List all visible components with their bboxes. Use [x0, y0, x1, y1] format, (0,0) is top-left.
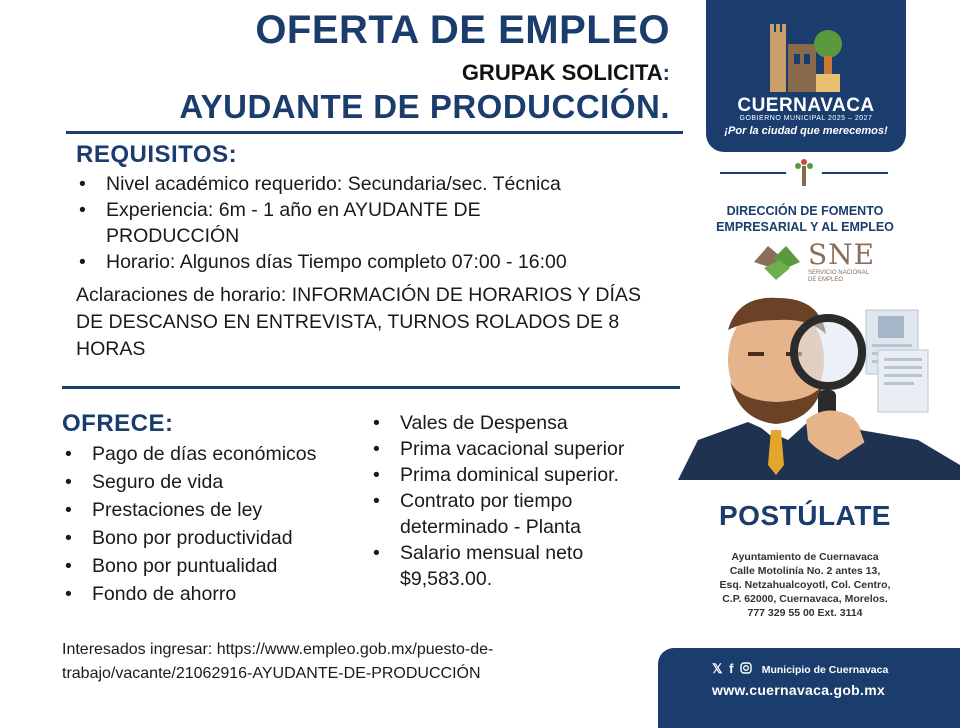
job-seeker-illustration [678, 290, 960, 485]
decorative-line-right [822, 172, 888, 174]
offer-item: • Vales de Despensa [370, 410, 670, 436]
offers-list-right [370, 410, 670, 592]
magnifier-icon [794, 318, 862, 386]
offer-item: • Prima dominical superior. [370, 462, 670, 488]
requirement-item: • Nivel académico requerido: Secundaria/sec. Técnica [76, 171, 666, 197]
apply-link-text: Interesados ingresar: https://www.empleo.gob.mx/puesto-de-trabajo/vacante/21062916-AYUDANTE-DE-PRODUCCIÓN [62, 641, 494, 682]
sne-subtitle-line: SERVICIO NACIONAL [808, 270, 869, 276]
schedule-note: Aclaraciones de horario: INFORMACIÓN DE HORARIOS Y DÍAS DE DESCANSO EN ENTREVISTA, TURNOS ROLADOS DE 8 HORAS [76, 284, 641, 360]
tree-icon [792, 158, 816, 188]
offer-item: • Fondo de ahorro [62, 580, 372, 608]
address-block [690, 550, 920, 620]
cta-postulate: POSTÚLATE [719, 500, 891, 531]
offer-item: • Contrato por tiempo determinado - Planta [370, 488, 670, 540]
offer-item: • Bono por puntualidad [62, 552, 372, 580]
address-line: Esq. Netzahualcoyotl, Col. Centro, [719, 579, 891, 591]
sne-subtitle-line: DE EMPLEO [808, 277, 844, 283]
address-line: C.P. 62000, Cuernavaca, Morelos. [722, 593, 888, 605]
sne-subtitle [808, 270, 869, 284]
company-line [462, 60, 670, 86]
offer-item: • Bono por productividad [62, 524, 372, 552]
address-line: Calle Motolinía No. 2 antes 13, [729, 565, 881, 577]
instagram-icon[interactable] [740, 661, 752, 676]
offers-list-left [62, 440, 372, 608]
coat-of-arms-icon [766, 18, 846, 94]
divider-top [66, 131, 683, 134]
page-title: OFERTA DE EMPLEO [255, 8, 670, 52]
address-line: 777 329 55 00 Ext. 3114 [747, 607, 863, 619]
offer-item: • Seguro de vida [62, 468, 372, 496]
decorative-line-left [720, 172, 786, 174]
direction-name: DIRECCIÓN DE FOMENTO EMPRESARIAL Y AL EMPLEO [716, 204, 894, 234]
offer-item: • Prestaciones de ley [62, 496, 372, 524]
company-name: GRUPAK SOLICITA [461, 60, 663, 85]
facebook-icon[interactable]: f [729, 661, 734, 676]
requirement-item: • Experiencia: 6m - 1 año en AYUDANTE DE PRODUCCIÓN [76, 197, 666, 249]
city-name: CUERNAVACA [737, 95, 875, 116]
social-row [712, 661, 888, 677]
requirement-item: • Horario: Algunos días Tiempo completo 07:00 - 16:00 [76, 249, 666, 275]
requirements-heading: REQUISITOS: [76, 141, 238, 168]
requirements-list [76, 171, 666, 275]
handshake-icon [750, 238, 804, 286]
job-position: AYUDANTE DE PRODUCCIÓN. [179, 88, 670, 125]
x-icon[interactable]: 𝕏 [712, 661, 723, 676]
offer-item: • Pago de días económicos [62, 440, 372, 468]
website-link[interactable]: www.cuernavaca.gob.mx [712, 682, 886, 698]
address-line: Ayuntamiento de Cuernavaca [731, 551, 879, 563]
city-slogan: ¡Por la ciudad que merecemos! [724, 125, 888, 137]
offer-item: • Salario mensual neto $9,583.00. [370, 540, 670, 592]
sne-logo-text: SNE [808, 238, 876, 271]
offers-heading: OFRECE: [62, 410, 174, 437]
social-handle: Municipio de Cuernavaca [761, 664, 889, 676]
company-colon: : [662, 60, 670, 85]
offer-item: • Prima vacacional superior [370, 436, 670, 462]
divider-middle [62, 386, 680, 389]
government-period: GOBIERNO MUNICIPAL 2025 – 2027 [739, 115, 873, 122]
